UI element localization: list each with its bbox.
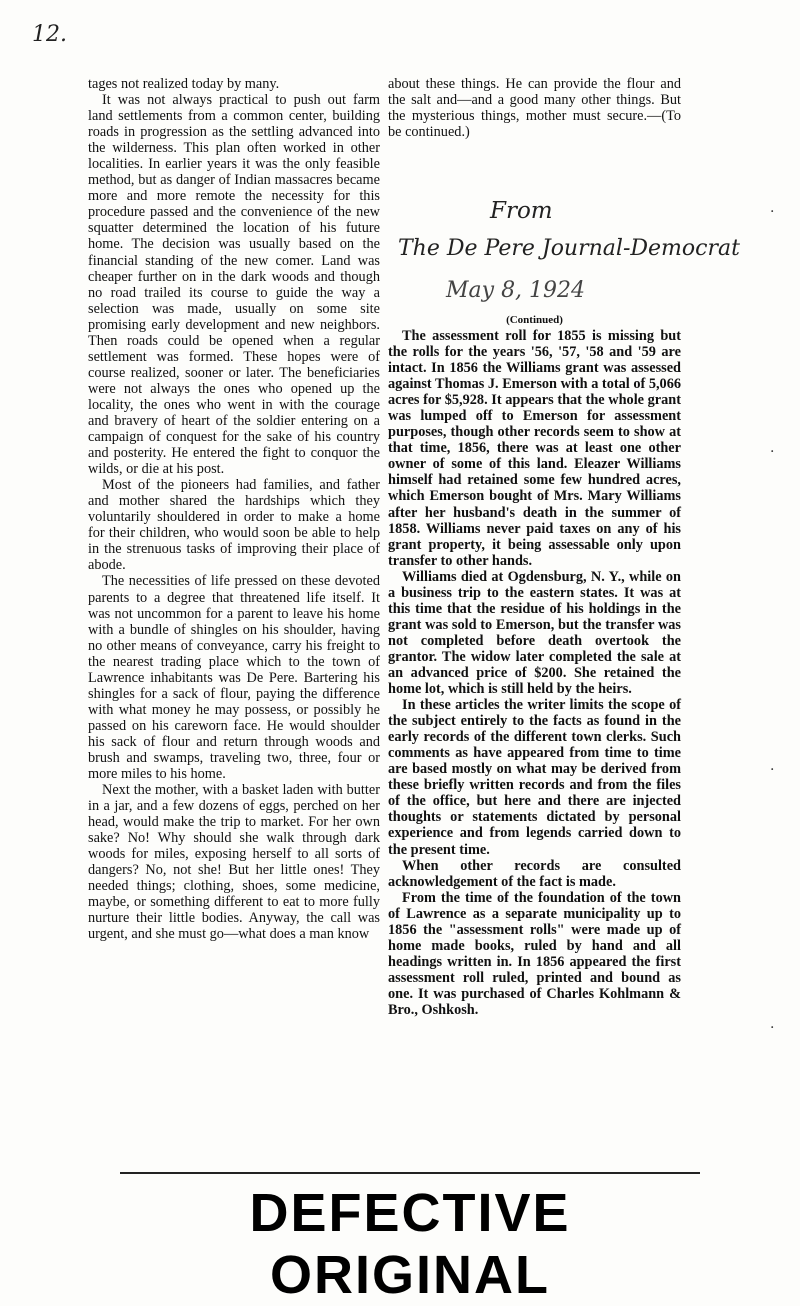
paragraph: The assessment roll for 1855 is missing but the rolls for the years '56, '57, '58 and '59 are intact. In 1856 the Williams grant was assessed against Thomas J. Emerson with a total of 5,066 acres for $5,928. It appears that the whole grant was lumped off to Emerson for assessment purposes, though other records seem to show at that time, 1856, there was at least one other owner of some of this land. Eleazer Williams himself had retained some few hundred acres, which Emerson bought of Mrs. Mary Williams after her husband's death in the summer of 1858. Williams never paid taxes on any of his grant property, it being assessable only upon transfer to other hands. bbox=[388, 328, 681, 569]
paragraph: From the time of the foundation of the town of Lawrence as a separate municipality up to 1856 the "assessment rolls" were made up of home made books, ruled by hand and all headings written in. In 1856 appeared the first assessment roll ruled, printed and bound as one. It was purchased of Charles Kohlmann & Bro., Oshkosh. bbox=[388, 889, 681, 1018]
paragraph: Williams died at Ogdensburg, N. Y., while on a business trip to the eastern states. It was at this time that the residue of his holdings in the grant was sold to Emerson, but the transfer was not completed before death overtook the grantor. The widow later completed the sale at an advanced price of $200. She retained the home lot, which is still held by the heirs. bbox=[388, 568, 681, 698]
handwritten-date: May 8, 1924 bbox=[446, 278, 586, 303]
right-column-top bbox=[388, 76, 681, 140]
right-column bbox=[388, 328, 681, 1018]
defective-original-banner: DEFECTIVE ORIGINAL bbox=[249, 1183, 571, 1305]
page-number: 12. bbox=[32, 22, 67, 47]
handwritten-from: From bbox=[490, 198, 553, 224]
paragraph: Most of the pioneers had families, and father and mother shared the hardships which they voluntarily shouldered in order to make a home for their children, who would soon be able to help in the strenuous tasks of improving their place of abode. bbox=[88, 477, 380, 574]
paragraph: Next the mother, with a basket laden with butter in a jar, and a few dozens of eggs, perched on her head, would make the trip to market. For her own sake? No! Why should she walk through dark woods for miles, exposing herself to all sorts of dangers? No, not she! But her little ones! They needed things; clothing, shoes, some medicine, maybe, or something different to eat to more fully nurture their little bodies. Anyway, the call was urgent, and she must go—what does a man know bbox=[88, 782, 380, 943]
paragraph: about these things. He can provide the flour and the salt and—and a good many other things. But the mysterious things, mother must secure.—(To be continued.) bbox=[388, 76, 681, 141]
paragraph: In these articles the writer limits the scope of the subject entirely to the facts as found in the early records of the different town clerks. Such comments as have appeared from time to time are based mostly on what may be derived from these briefly written records and from the files of the office, but here and there are injected thoughts or statements dictated by personal experience and from legends carried down to the present time. bbox=[388, 697, 681, 858]
left-column bbox=[88, 76, 380, 943]
scan-speck: · bbox=[770, 204, 775, 220]
banner-rule bbox=[120, 1172, 700, 1174]
scan-speck: · bbox=[770, 444, 775, 460]
paragraph: The necessities of life pressed on these devoted parents to a degree that threatened life itself. It was not uncommon for a parent to leave his home with a bundle of shingles on his shoulder, having no other means of conveyance, carry his freight to the nearest trading place which to the town of Lawrence inhabitants was De Pere. Bartering his shingles for a sack of flour, paying the difference with what money he may possess, or possibly he passed on his careworn face. He would shoulder his sack of flour and return through woods and brush and swamps, traveling two, three, four or more miles to his home. bbox=[88, 573, 380, 783]
paragraph: When other records are consulted acknowledgement of the fact is made. bbox=[388, 857, 681, 890]
scan-speck: · bbox=[770, 762, 775, 778]
handwritten-source: The De Pere Journal-Democrat bbox=[398, 236, 740, 261]
continued-label: (Continued) bbox=[506, 314, 563, 326]
scan-speck: · bbox=[770, 1020, 775, 1036]
paragraph: It was not always practical to push out farm land settlements from a common center, building roads in progression as the settling advanced into the wilderness. This plan often worked in other localities. In earlier years it was the only feasible method, but as danger of Indian massacres became more and more remote the necessity for this procedure passed and the convenience of the new squatter determined the location of his future home. The decision was usually based on the financial standing of the new comer. Land was cheaper further on in the dark woods and though no road trailed its course to guide the way a selection was made, usually on some site promising early development and new neighbors. Then roads could be opened when a regular settlement was formed. These hopes were of course realized, sooner or later. The beneficiaries were not always the ones who opened up the locality, the ones who went in with the courage and bravery of heart of the soldier entering on a campaign of conquest for the sake of his country and posterity. He entered the fight to conquor the wilds, or die at his post. bbox=[88, 92, 380, 478]
paragraph: tages not realized today by many. bbox=[88, 76, 280, 92]
